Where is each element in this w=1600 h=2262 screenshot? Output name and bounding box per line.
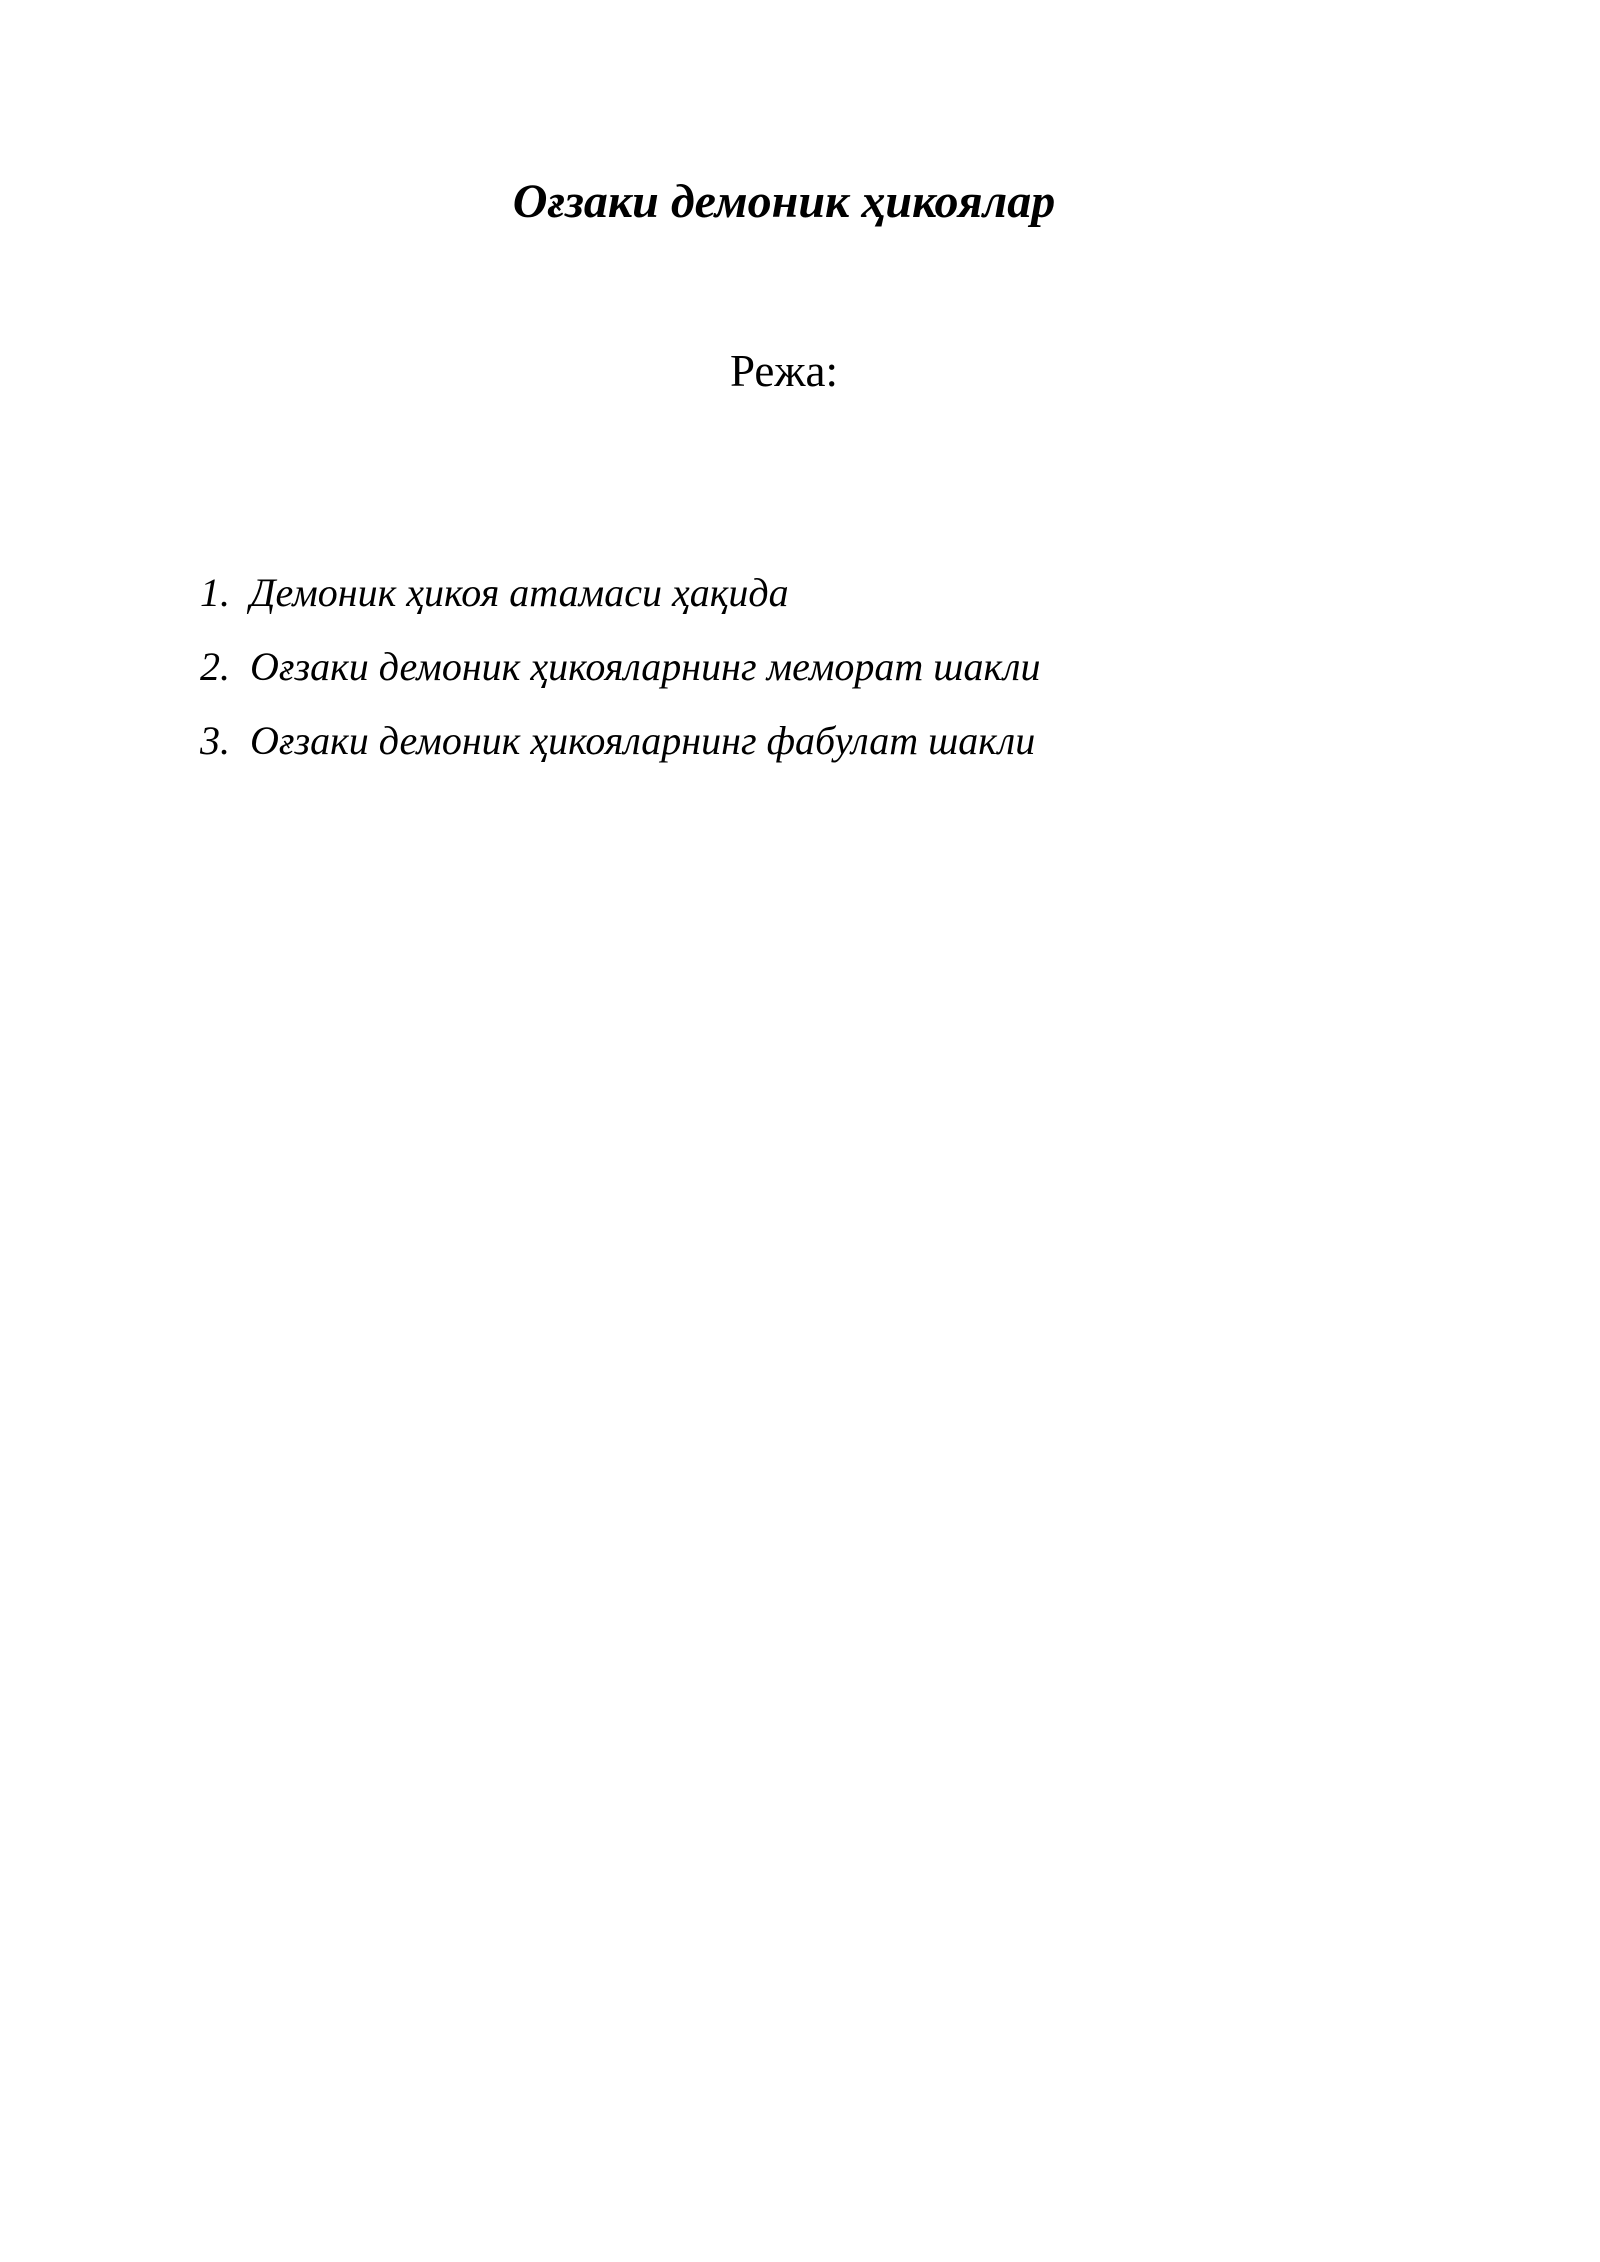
plan-item-number: 2. xyxy=(200,644,230,689)
plan-item-text: Оғзаки демоник ҳикояларнинг фабулат шакли xyxy=(250,718,1036,763)
plan-list xyxy=(200,565,1040,787)
plan-item-1 xyxy=(200,565,1040,639)
plan-item-number: 3. xyxy=(200,718,230,763)
document-title: Оғзаки демоник ҳикоялар xyxy=(512,175,1056,228)
plan-item-text: Оғзаки демоник ҳикояларнинг меморат шакли xyxy=(250,644,1041,689)
plan-item-text: Демоник ҳикоя атамаси ҳақида xyxy=(250,570,789,615)
plan-item-number: 1. xyxy=(200,570,230,615)
plan-heading: Режа: xyxy=(730,346,838,396)
plan-item-2 xyxy=(200,639,1040,713)
plan-item-3 xyxy=(200,713,1040,787)
